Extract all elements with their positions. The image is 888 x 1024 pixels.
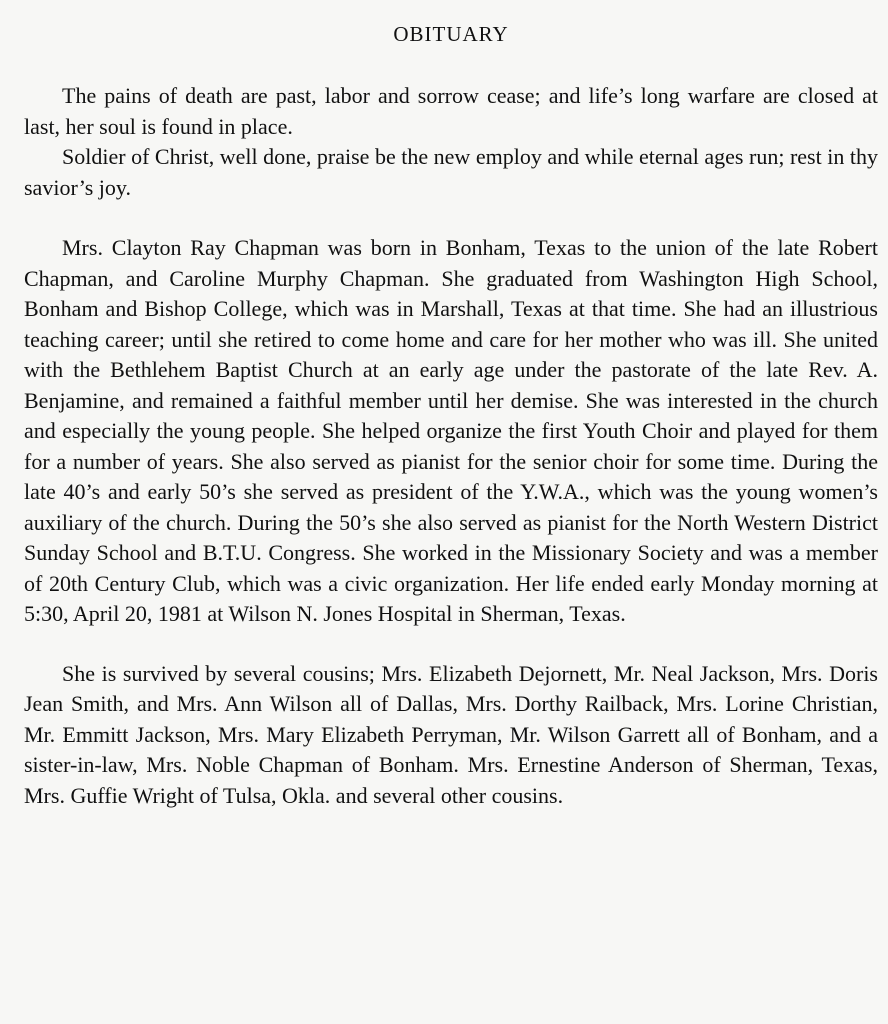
survivors-paragraph: She is survived by several cousins; Mrs. Elizabeth Dejornett, Mr. Neal Jackson, Mrs. Doris Jean Smith, and Mrs. Ann Wilson all of Dallas, Mrs. Dorthy Railback, Mrs. Lorine Christian, Mr. Emmitt Jackson, Mrs. Mary Elizabeth Perryman, Mr. Wilson Garrett all of Bonham, and a sister-in-law, Mrs. Noble Chapman of Bonham. Mrs. Ernestine Anderson of Sherman, Texas, Mrs. Guffie Wright of Tulsa, Okla. and several other cousins.: [24, 660, 878, 808]
verse-section: [24, 81, 878, 203]
section-spacer: [24, 203, 878, 233]
biography-paragraph: Mrs. Clayton Ray Chapman was born in Bonham, Texas to the union of the late Robert Chapman, and Caroline Murphy Chapman. She graduated from Washington High School, Bonham and Bishop College, which was in Marshall, Texas at that time. She had an illustrious teaching career; until she retired to come home and care for her mother who was ill. She united with the Bethlehem Baptist Church at an early age under the pastorate of the late Rev. A. Benjamine, and remained a faithful member until her demise. She was interested in the church and especially the young people. She helped organize the first Youth Choir and played for them for a number of years. She also served as pianist for the senior choir for some time. During the late 40’s and early 50’s she served as president of the Y.W.A., which was the young women’s auxiliary of the church. During the 50’s she also served as pianist for the North Western District Sunday School and B.T.U. Congress. She worked in the Missionary Society and was a member of 20th Century Club, which was a civic organization. Her life ended early Monday morning at 5:30, April 20, 1981 at Wilson N. Jones Hospital in Sherman, Texas.: [24, 235, 878, 626]
verse-paragraph-2: Soldier of Christ, well done, praise be the new employ and while eternal ages run; rest in thy savior’s joy.: [24, 144, 878, 200]
document-title: OBITUARY: [393, 22, 509, 46]
survivors-section: [24, 659, 878, 812]
section-spacer: [24, 630, 878, 659]
biography-section: [24, 233, 878, 630]
verse-paragraph-1: The pains of death are past, labor and sorrow cease; and life’s long warfare are closed at last, her soul is found in place.: [24, 83, 878, 139]
